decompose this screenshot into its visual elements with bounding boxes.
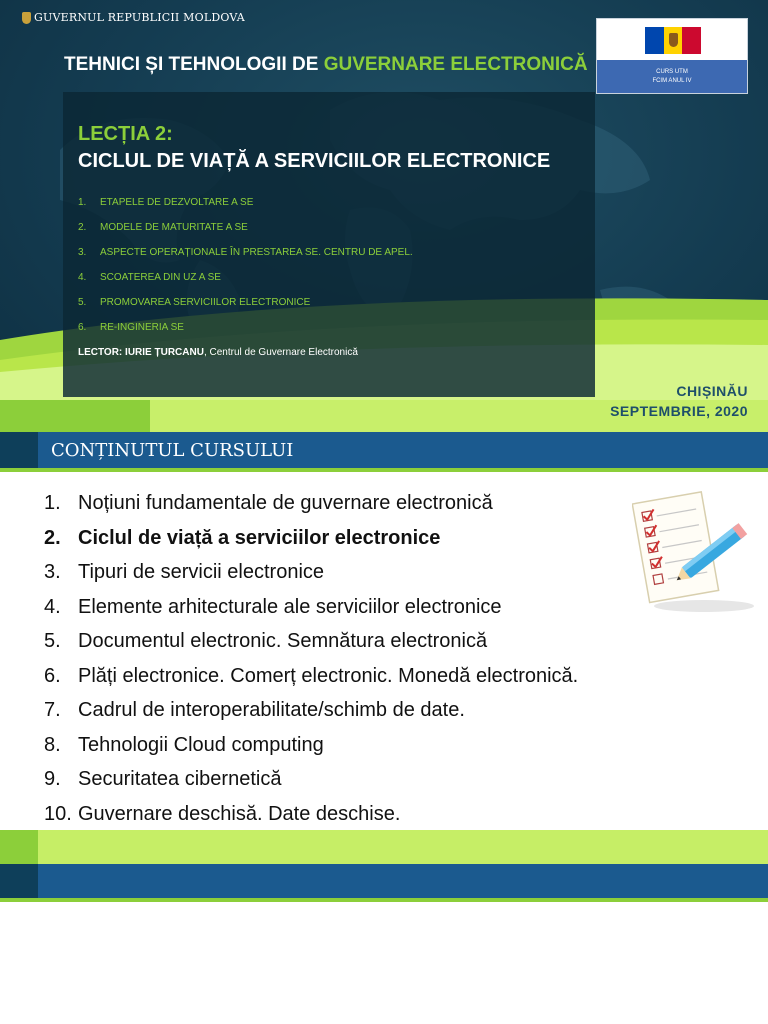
course-badge (596, 18, 748, 94)
item-num: 5. (44, 630, 61, 652)
item-text: Securitatea cibernetică (78, 768, 282, 790)
item-num: 9. (44, 768, 61, 790)
item-text: Elemente arhitecturale ale serviciilor electronice (78, 595, 502, 618)
item-text: Noțiuni fundamentale de guvernare electronică (78, 492, 493, 514)
topic-num: 5. (78, 297, 87, 308)
item-text: Tehnologii Cloud computing (78, 733, 324, 756)
bottom-decoration (0, 830, 768, 907)
topic-num: 4. (78, 272, 87, 283)
contents-item (44, 734, 578, 769)
topic-text: SCOATEREA DIN UZ A SE (100, 272, 221, 283)
item-text: Documentul electronic. Semnătura electronică (78, 630, 488, 652)
contents-item (44, 596, 578, 631)
location-date (610, 381, 748, 421)
badge-line1: CURS UTM (656, 69, 688, 75)
topic-num: 6. (78, 322, 87, 333)
title-slide (0, 0, 768, 432)
government-label (22, 11, 245, 24)
flag-moldova-icon (645, 27, 701, 54)
item-num: 3. (44, 561, 61, 583)
topic-num: 3. (78, 247, 87, 258)
topic-item (78, 222, 413, 247)
date: SEPTEMBRIE, 2020 (610, 403, 748, 419)
item-num: 6. (44, 664, 61, 687)
item-num: 4. (44, 595, 61, 618)
topic-item (78, 247, 413, 272)
contents-list (44, 492, 578, 837)
contents-item-current (44, 527, 578, 562)
topic-text: ETAPELE DE DEZVOLTARE A SE (100, 197, 254, 208)
badge-line2: FCIM ANUL IV (652, 78, 692, 84)
lector-line (78, 347, 358, 358)
topic-text: MODELE DE MATURITATE A SE (100, 222, 248, 233)
item-text: Guvernare deschisă. Date deschise. (78, 802, 401, 825)
contents-item (44, 768, 578, 803)
contents-item (44, 699, 578, 734)
topic-text: RE-INGINERIA SE (100, 322, 184, 333)
badge-strip (597, 60, 747, 93)
checklist-pencil-icon (632, 484, 756, 616)
header-underline (0, 468, 768, 472)
course-title (64, 54, 588, 76)
item-num: 7. (44, 699, 61, 721)
topic-text: PROMOVAREA SERVICIILOR ELECTRONICE (100, 297, 311, 308)
course-title-main: TEHNICI ȘI TEHNOLOGII DE (64, 54, 324, 75)
header-accent (0, 432, 38, 472)
contents-item (44, 492, 578, 527)
item-num: 2. (44, 526, 61, 549)
lector-org: , Centrul de Guvernare Electronică (203, 347, 358, 358)
government-text: GUVERNUL REPUBLICII MOLDOVA (34, 11, 245, 24)
crest-icon (22, 12, 31, 24)
city: CHIȘINĂU (676, 383, 748, 399)
topic-item (78, 197, 413, 222)
contents-slide (0, 432, 768, 907)
topic-list (78, 197, 413, 347)
item-text: Tipuri de servicii electronice (78, 561, 325, 583)
contents-item (44, 665, 578, 700)
topic-item (78, 297, 413, 322)
lesson-label: LECȚIA 2: (78, 123, 173, 145)
contents-heading: CONȚINUTUL CURSULUI (51, 440, 294, 461)
topic-item (78, 322, 413, 347)
contents-item (44, 561, 578, 596)
lector-name: LECTOR: IURIE ȚURCANU (78, 347, 204, 358)
item-num: 10. (44, 802, 72, 825)
course-title-highlight: GUVERNARE ELECTRONICĂ (323, 54, 588, 75)
topic-num: 1. (78, 197, 87, 208)
item-text: Ciclul de viață a serviciilor electronice (78, 526, 441, 549)
topic-item (78, 272, 413, 297)
item-text: Plăți electronice. Comerț electronic. Monedă electronică. (78, 664, 579, 687)
topic-num: 2. (78, 222, 87, 233)
contents-item (44, 630, 578, 665)
item-num: 1. (44, 492, 61, 514)
item-text: Cadrul de interoperabilitate/schimb de date. (78, 699, 465, 721)
topic-text: ASPECTE OPERAȚIONALE ÎN PRESTAREA SE. CENTRU DE APEL. (100, 247, 413, 258)
item-num: 8. (44, 733, 61, 756)
lesson-title: CICLUL DE VIAȚĂ A SERVICIILOR ELECTRONICE (78, 150, 551, 172)
